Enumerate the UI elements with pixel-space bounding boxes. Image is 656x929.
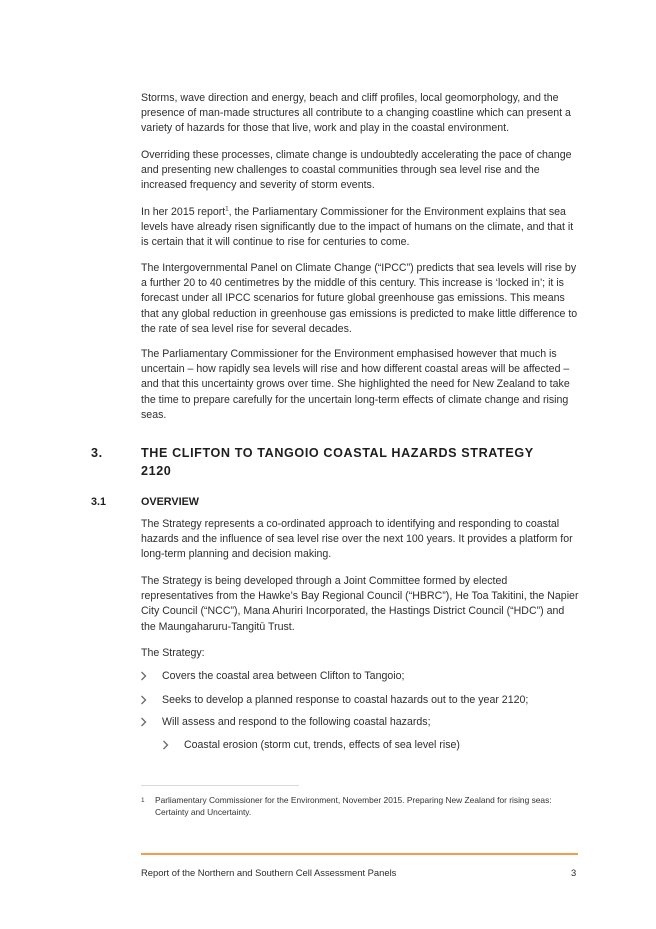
page-number: 3: [571, 867, 577, 878]
section-number: 3.: [91, 446, 103, 460]
paragraph-text: The Strategy represents a co-ordinated approach to identifying and responding to coastal hazards and the influence of sea level rise over the next 100 years. It provides a platform for long-term planning and decision making.: [141, 518, 573, 561]
overview-paragraph-2: [141, 574, 579, 635]
footnote-text: Parliamentary Commissioner for the Environment, November 2015. Preparing New Zealand for rising seas: Certainty and Uncertainty.: [155, 795, 552, 817]
section-heading-line-1: THE CLIFTON TO TANGOIO COASTAL HAZARDS STRATEGY: [141, 446, 534, 460]
subsection-number: 3.1: [91, 496, 107, 508]
paragraph-text: The Parliamentary Commissioner for the Environment emphasised however that much is uncertain – how rapidly sea levels will rise and how different coastal areas will be affected – and that this uncertainty grows over time. She highlighted the need for New Zealand to take the time to prepare carefully for the uncertain long-term effects of climate change and rising seas.: [141, 348, 570, 421]
sub-bullet-text: Coastal erosion (storm cut, trends, effects of sea level rise): [184, 739, 460, 751]
intro-paragraph-4: [141, 261, 579, 337]
footnote-marker: 1: [141, 797, 145, 804]
subsection-heading: OVERVIEW: [141, 496, 199, 508]
section-heading: [141, 444, 581, 480]
intro-paragraph-5: [141, 347, 579, 423]
footnote-reference[interactable]: 1: [225, 206, 229, 213]
overview-paragraph-1: [141, 517, 579, 563]
footer-title: Report of the Northern and Southern Cell Assessment Panels: [141, 867, 397, 878]
bullet-text: Seeks to develop a planned response to coastal hazards out to the year 2120;: [162, 694, 529, 706]
chevron-right-icon: [140, 717, 152, 727]
paragraph-text: The Strategy:: [141, 647, 205, 659]
overview-paragraph-3: [141, 646, 579, 661]
sub-bullet-item: [162, 739, 460, 751]
paragraph-text: The Strategy is being developed through a Joint Committee formed by elected representatives from the Hawke’s Bay Regional Council (“HBRC”), He Toa Takitini, the Napier City Council (“NCC”), Mana Ahuriri Incorporated, the Hastings District Council (“HDC”) and the Maungaharuru-Tangitū Trust.: [141, 575, 579, 633]
section-heading-line-2: 2120: [141, 464, 172, 478]
paragraph-text-end: , the Parliamentary Commissioner for the Environment explains that sea levels have already risen significantly due to the impact of humans on the climate, and that it is certain that it will continue to rise for centuries to come.: [141, 206, 574, 249]
paragraph-text-start: In her 2015 report: [141, 206, 226, 218]
chevron-right-icon: [162, 740, 174, 750]
bullet-text: Will assess and respond to the following coastal hazards;: [162, 716, 431, 728]
footnote-divider: [141, 785, 299, 786]
bullet-text: Covers the coastal area between Clifton to Tangoio;: [162, 670, 405, 682]
paragraph-text: The Intergovernmental Panel on Climate Change (“IPCC”) predicts that sea levels will rise by a further 20 to 40 centimetres by the middle of this century. This increase is ‘locked in’; it is forecast under all IPCC scenarios for future global greenhouse gas emissions. This means that any global reduction in greenhouse gas emissions is predicted to make little difference to the rate of sea level rise for several decades.: [141, 262, 578, 335]
intro-paragraph-1: [141, 91, 579, 137]
intro-paragraph-3: [141, 205, 579, 251]
bullet-item: [140, 694, 528, 706]
chevron-right-icon: [140, 671, 152, 681]
paragraph-text: Overriding these processes, climate change is undoubtedly accelerating the pace of change and presenting new challenges to coastal communities through sea level rise and the increased frequency and severity of storm events.: [141, 149, 572, 192]
bullet-item: [140, 716, 431, 728]
intro-paragraph-2: [141, 148, 579, 194]
bullet-item: [140, 670, 404, 682]
paragraph-text: Storms, wave direction and energy, beach and cliff profiles, local geomorphology, and the presence of man-made structures all contribute to a changing coastline which can present a variety of hazards for those that live, work and play in the coastal environment.: [141, 92, 571, 135]
footer-divider: [141, 853, 578, 855]
chevron-right-icon: [140, 695, 152, 705]
paragraph-text: [141, 205, 579, 251]
